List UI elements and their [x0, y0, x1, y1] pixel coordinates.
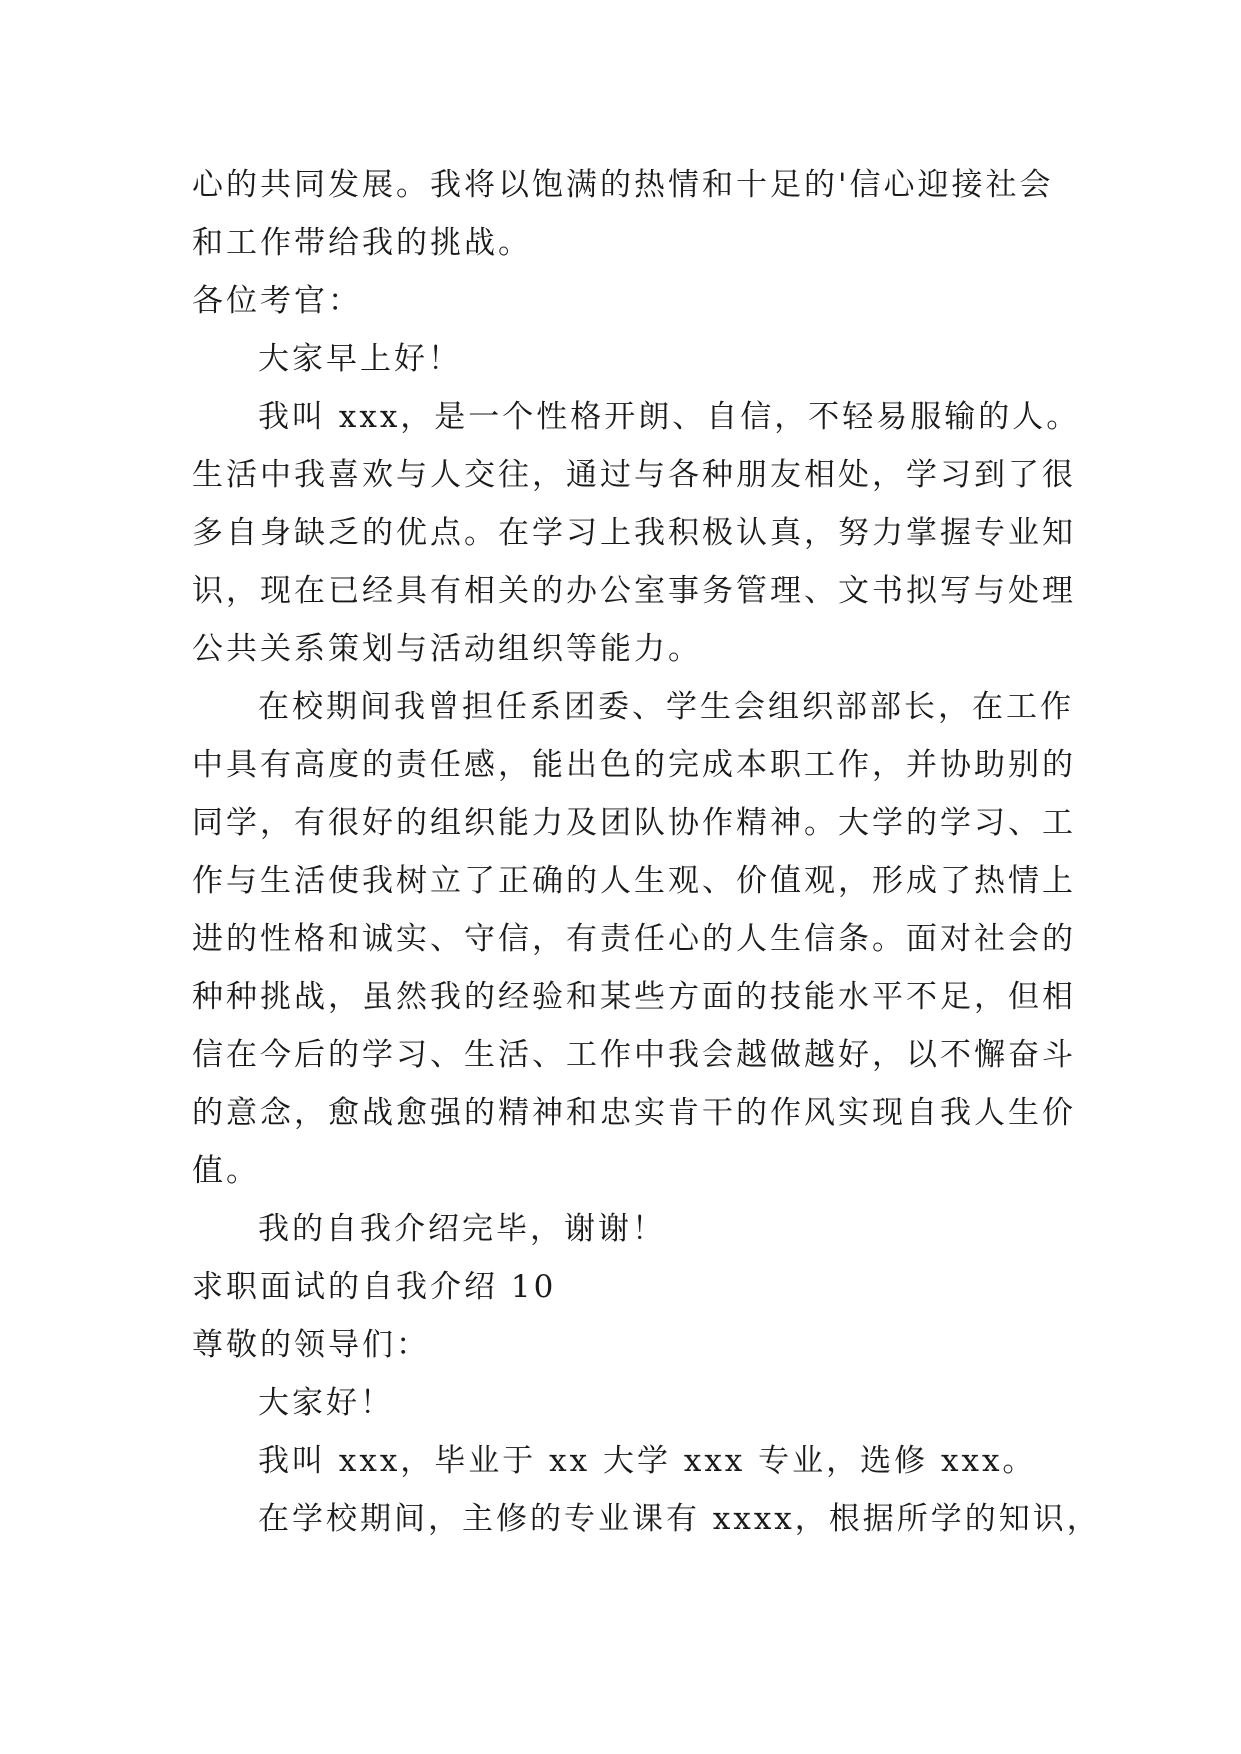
- closing-line: 我的自我介绍完毕，谢谢！: [258, 1211, 666, 1247]
- body-line: 我叫 xxx，毕业于 xx 大学 xxx 专业，选修 xxx。: [258, 1443, 1037, 1479]
- document-body: [192, 156, 1101, 1548]
- body-line: 和工作带给我的挑战。: [192, 225, 532, 261]
- section-heading: 求职面试的自我介绍 10: [192, 1269, 557, 1305]
- body-line: 作与生活使我树立了正确的人生观、价值观，形成了热情上: [192, 863, 1076, 899]
- salutation: 尊敬的领导们：: [192, 1327, 430, 1363]
- greeting: 大家好！: [258, 1385, 394, 1421]
- greeting: 大家早上好！: [258, 341, 462, 377]
- body-line: 心的共同发展。我将以饱满的热情和十足的'信心迎接社会: [192, 167, 1054, 203]
- body-line: 进的性格和诚实、守信，有责任心的人生信条。面对社会的: [192, 921, 1076, 957]
- body-line: 多自身缺乏的优点。在学习上我积极认真，努力掌握专业知: [192, 515, 1076, 551]
- body-line: 的意念，愈战愈强的精神和忠实肯干的作风实现自我人生价: [192, 1095, 1076, 1131]
- body-line: 同学，有很好的组织能力及团队协作精神。大学的学习、工: [192, 805, 1076, 841]
- body-line: 在学校期间，主修的专业课有 xxxx，根据所学的知识，: [258, 1501, 1101, 1537]
- body-line: 识，现在已经具有相关的办公室事务管理、文书拟写与处理: [192, 573, 1076, 609]
- body-line: 信在今后的学习、生活、工作中我会越做越好，以不懈奋斗: [192, 1037, 1076, 1073]
- salutation: 各位考官：: [192, 283, 362, 319]
- body-line: 中具有高度的责任感，能出色的完成本职工作，并协助别的: [192, 747, 1076, 783]
- body-line: 在校期间我曾担任系团委、学生会组织部部长，在工作: [258, 689, 1074, 725]
- body-line: 种种挑战，虽然我的经验和某些方面的技能水平不足，但相: [192, 979, 1076, 1015]
- body-line: 生活中我喜欢与人交往，通过与各种朋友相处，学习到了很: [192, 457, 1076, 493]
- body-line: 值。: [192, 1153, 260, 1189]
- body-line: 我叫 xxx，是一个性格开朗、自信，不轻易服输的人。: [258, 399, 1081, 435]
- body-line: 公共关系策划与活动组织等能力。: [192, 631, 702, 667]
